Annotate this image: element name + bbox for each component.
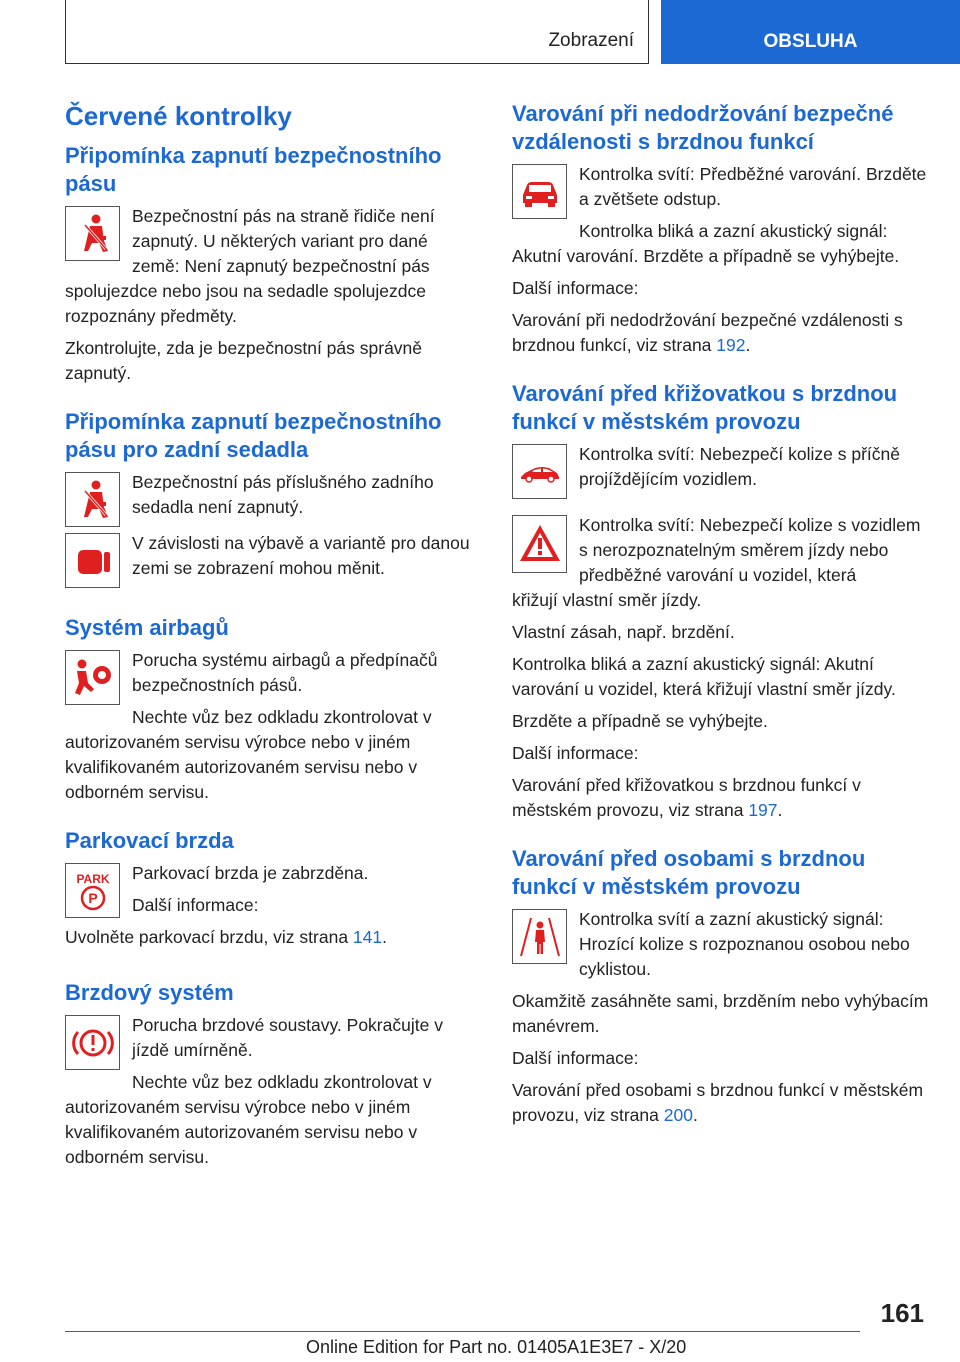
- crossing-warning-text-6: Další informace:: [512, 743, 639, 763]
- person-warning-icon: [512, 909, 567, 964]
- parking-brake-icon: [65, 863, 120, 918]
- section-brake-system: [65, 979, 477, 1170]
- section-parking-brake: [65, 827, 477, 957]
- heading-seatbelt: Připomínka zapnutí bezpečnostního pásu: [65, 143, 442, 196]
- crossing-warning-triangle-icon: [512, 515, 567, 573]
- brake-system-text-1: Porucha brzdové soustavy. Pokračujte v jízdě umírněně.: [132, 1015, 443, 1060]
- distance-warning-page-link[interactable]: 192: [716, 335, 746, 355]
- seatbelt-rear-text-2: V závislosti na výbavě a variantě pro danou zemi se zobrazení mohou měnit.: [132, 533, 470, 578]
- header-box: [65, 0, 649, 64]
- page-number: 161: [880, 1298, 924, 1328]
- seatbelt-text-1-rest: spolujezdce nebo jsou na sedadle spolujezdce rozpoznány předměty.: [65, 281, 426, 326]
- distance-warning-car-icon: [512, 164, 567, 219]
- right-column: [512, 100, 930, 1150]
- airbag-text-2-rest: autorizovaném servisu výrobce nebo v jiném kvalifikovaném autorizovaném servisu nebo v odborném servisu.: [65, 732, 418, 802]
- person-warning-text-2: Okamžitě zasáhněte sami, brzděním nebo vyhýbacím manévrem.: [512, 991, 929, 1036]
- seatbelt-warning-icon: [65, 206, 120, 261]
- person-warning-text-3: Další informace:: [512, 1048, 639, 1068]
- seatbelt-text-1: Bezpečnostní pás na straně řidiče není zapnutý. U některých variant pro dané země: Není zapnutý bezpečnostní pás: [132, 206, 435, 276]
- airbag-text-1: Porucha systému airbagů a předpínačů bezpečnostních pásů.: [132, 650, 438, 695]
- crossing-warning-text-2-rest: křižují vlastní směr jízdy.: [512, 590, 702, 610]
- heading-seatbelt-rear: Připomínka zapnutí bezpečnostního pásu pro zadní sedadla: [65, 409, 442, 462]
- heading-brake-system: Brzdový systém: [65, 980, 234, 1005]
- crossing-warning-page-link[interactable]: 197: [748, 800, 778, 820]
- brake-system-warning-icon: [65, 1015, 120, 1070]
- distance-warning-text-2-rest: Akutní varování. Brzděte a případně se vyhýbejte.: [512, 246, 900, 266]
- rear-seatbelt-warning-icon: [65, 472, 120, 527]
- crossing-warning-text-1: Kontrolka svítí: Nebezpečí kolize s příčně projíždějícím vozidlem.: [579, 444, 900, 489]
- rear-seat-indicator-icon: [65, 533, 120, 588]
- airbag-warning-icon: [65, 650, 120, 705]
- heading-crossing-warning: Varování před křižovatkou s brzdnou funkcí v městském provozu: [512, 381, 898, 434]
- distance-warning-text-1: Kontrolka svítí: Předběžné varování. Brzděte a zvětšete odstup.: [579, 164, 927, 209]
- footer-divider: [65, 1331, 860, 1332]
- parking-brake-text-3: Uvolněte parkovací brzdu, viz strana 141.: [65, 927, 387, 947]
- distance-warning-text-4: Varování při nedodržování bezpečné vzdálenosti s brzdnou funkcí, viz strana 192.: [512, 310, 903, 355]
- left-column: [65, 100, 477, 1192]
- section-seatbelt: [65, 142, 477, 386]
- person-warning-text-4: Varování před osobami s brzdnou funkcí v městském provozu, viz strana 200.: [512, 1080, 924, 1125]
- distance-warning-text-2: Kontrolka bliká a zazní akustický signál:: [579, 221, 888, 241]
- seatbelt-text-2: Zkontrolujte, zda je bezpečnostní pás správně zapnutý.: [65, 338, 423, 383]
- page-title: Červené kontrolky: [65, 101, 292, 131]
- section-seatbelt-rear: [65, 408, 477, 592]
- person-warning-page-link[interactable]: 200: [663, 1105, 693, 1125]
- parking-brake-page-link[interactable]: 141: [352, 927, 383, 947]
- heading-parking-brake: Parkovací brzda: [65, 828, 234, 853]
- header-section-title: Zobrazení: [548, 30, 634, 51]
- header-chapter-tab[interactable]: OBSLUHA: [661, 0, 960, 64]
- crossing-warning-text-5: Brzděte a případně se vyhýbejte.: [512, 711, 768, 731]
- crossing-warning-text-7: Varování před křižovatkou s brzdnou funkcí v městském provozu, viz strana 197.: [512, 775, 861, 820]
- parking-brake-text-1: Parkovací brzda je zabrzděna.: [132, 863, 369, 883]
- airbag-text-2: Nechte vůz bez odkladu zkontrolovat v: [132, 707, 432, 727]
- heading-distance-warning: Varování při nedodržování bezpečné vzdálenosti s brzdnou funkcí: [512, 101, 894, 154]
- person-warning-text-1: Kontrolka svítí a zazní akustický signál: Hrozící kolize s rozpoznanou osobou nebo cyklistou.: [579, 909, 910, 979]
- parking-brake-icon-label: PARK: [75, 871, 110, 886]
- distance-warning-text-3: Další informace:: [512, 278, 639, 298]
- heading-person-warning: Varování před osobami s brzdnou funkcí v městském provozu: [512, 846, 866, 899]
- parking-brake-icon-letter: P: [87, 889, 98, 906]
- crossing-warning-text-2: Kontrolka svítí: Nebezpečí kolize s vozidlem s nerozpoznatelným směrem jízdy nebo předběžné varování u vozidel, která: [579, 515, 921, 585]
- heading-airbag: Systém airbagů: [65, 615, 229, 640]
- section-person-warning: [512, 845, 930, 1128]
- section-crossing-warning: [512, 380, 930, 823]
- brake-system-text-2-rest: autorizovaném servisu výrobce nebo v jiném kvalifikovaném autorizovaném servisu nebo v odborném servisu.: [65, 1097, 418, 1167]
- parking-brake-text-2: Další informace:: [132, 895, 259, 915]
- crossing-warning-text-3: Vlastní zásah, např. brzdění.: [512, 622, 735, 642]
- section-airbag: [65, 614, 477, 805]
- crossing-warning-text-4: Kontrolka bliká a zazní akustický signál: Akutní varování u vozidel, která křižují vlastní směr jízdy.: [512, 654, 896, 699]
- brake-system-text-2: Nechte vůz bez odkladu zkontrolovat v: [132, 1072, 432, 1092]
- crossing-car-side-icon: [512, 444, 567, 499]
- section-distance-warning: [512, 100, 930, 358]
- footer-edition-text: Online Edition for Part no. 01405A1E3E7 - X/20: [306, 1337, 687, 1357]
- seatbelt-rear-text-1: Bezpečnostní pás příslušného zadního sedadla není zapnutý.: [132, 472, 434, 517]
